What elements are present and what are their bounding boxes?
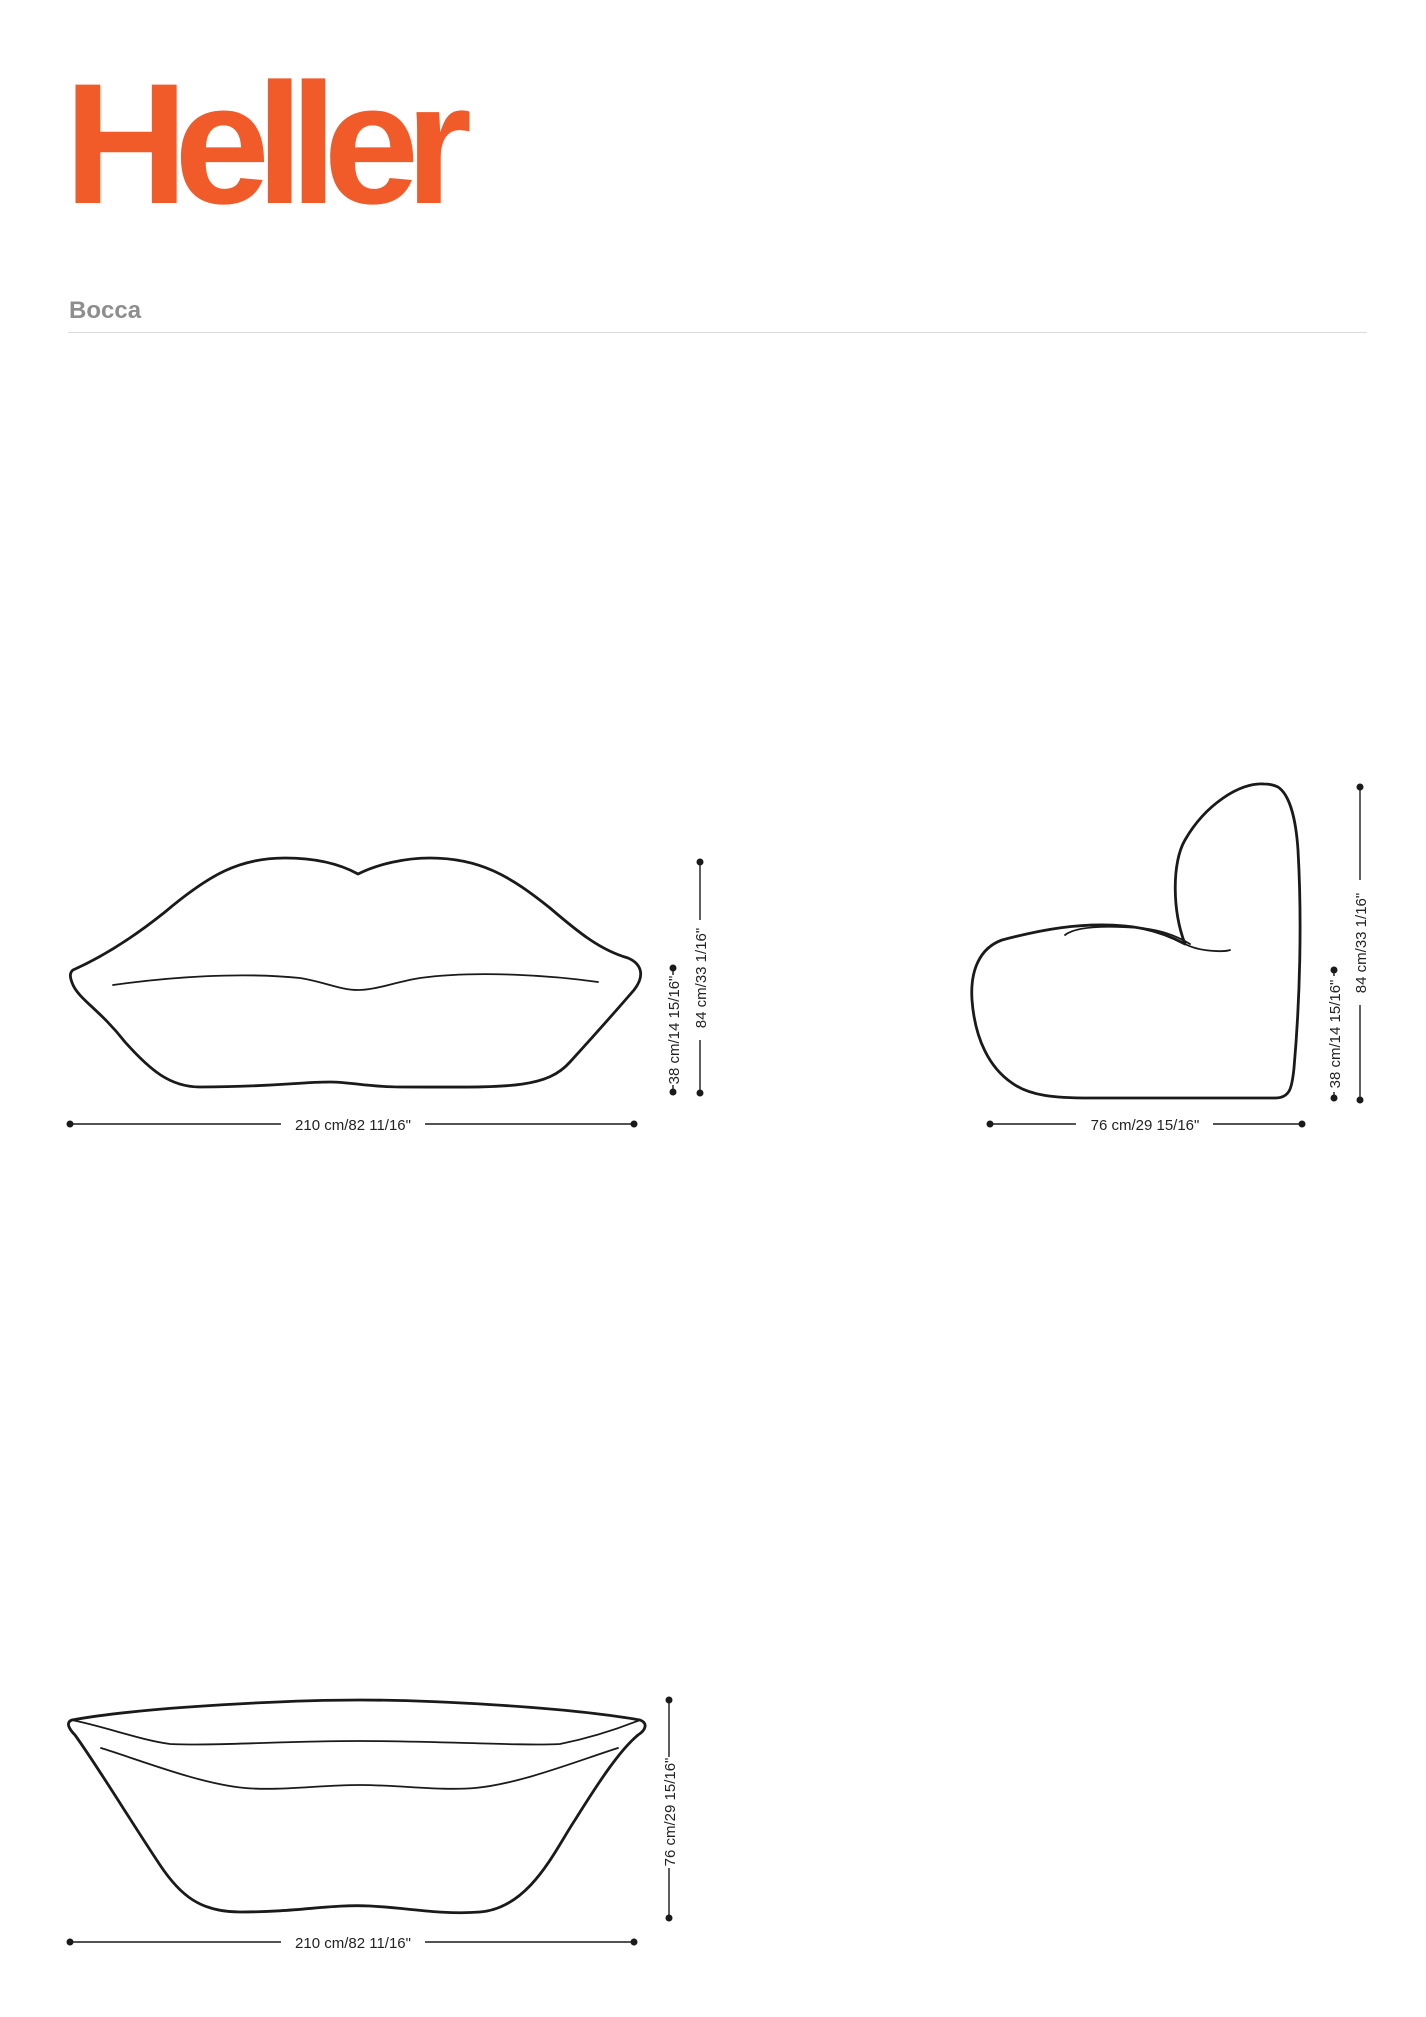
front-width-label: 210 cm/82 11/16" — [295, 1117, 411, 1134]
top-view-seat-line — [101, 1748, 618, 1789]
front-height-dim-end-bottom — [697, 1090, 704, 1097]
top-width-dim-end-left — [67, 1939, 74, 1946]
side-height-dim-end-bottom — [1357, 1097, 1364, 1104]
side-depth-dim-end-left — [987, 1121, 994, 1128]
side-view-backrest-edge — [1185, 944, 1230, 951]
front-width-dim-end-left — [67, 1121, 74, 1128]
top-view — [67, 1697, 680, 1953]
side-height-label: 84 cm/33 1/16" — [1353, 892, 1370, 994]
side-seat-height-dim-end-bottom — [1331, 1095, 1338, 1102]
product-title: Bocca — [69, 297, 142, 324]
side-view — [972, 784, 1370, 1135]
top-depth-dim-end-top — [666, 1697, 673, 1704]
top-width-dim-end-right — [631, 1939, 638, 1946]
side-view-sofa-outline — [972, 784, 1300, 1098]
heller-logo: Heller — [64, 48, 459, 240]
top-depth-dim-end-bottom — [666, 1915, 673, 1922]
side-seat-height-dim-end-top — [1331, 967, 1338, 974]
front-seat-height-dim-end-bottom — [670, 1089, 677, 1096]
side-seat-height-label: 38 cm/14 15/16" — [1327, 979, 1344, 1089]
side-depth-label: 76 cm/29 15/16" — [1090, 1117, 1200, 1134]
front-seat-height-dim-end-top — [670, 965, 677, 972]
front-width-dim-end-right — [631, 1121, 638, 1128]
top-depth-label: 76 cm/29 15/16" — [662, 1757, 679, 1867]
front-view-seam — [113, 974, 598, 990]
side-height-dim-end-top — [1357, 784, 1364, 791]
front-view — [67, 858, 711, 1134]
front-seat-height-label: 38 cm/14 15/16" — [666, 975, 683, 1085]
front-view-sofa-outline — [70, 858, 640, 1087]
top-view-sofa-outline — [68, 1700, 645, 1913]
front-height-dim-end-top — [697, 859, 704, 866]
side-view-cushion — [1065, 927, 1190, 944]
top-width-label: 210 cm/82 11/16" — [295, 1935, 411, 1952]
front-height-label: 84 cm/33 1/16" — [693, 927, 710, 1029]
top-view-backrest-inner — [72, 1720, 640, 1744]
side-depth-dim-end-right — [1299, 1121, 1306, 1128]
